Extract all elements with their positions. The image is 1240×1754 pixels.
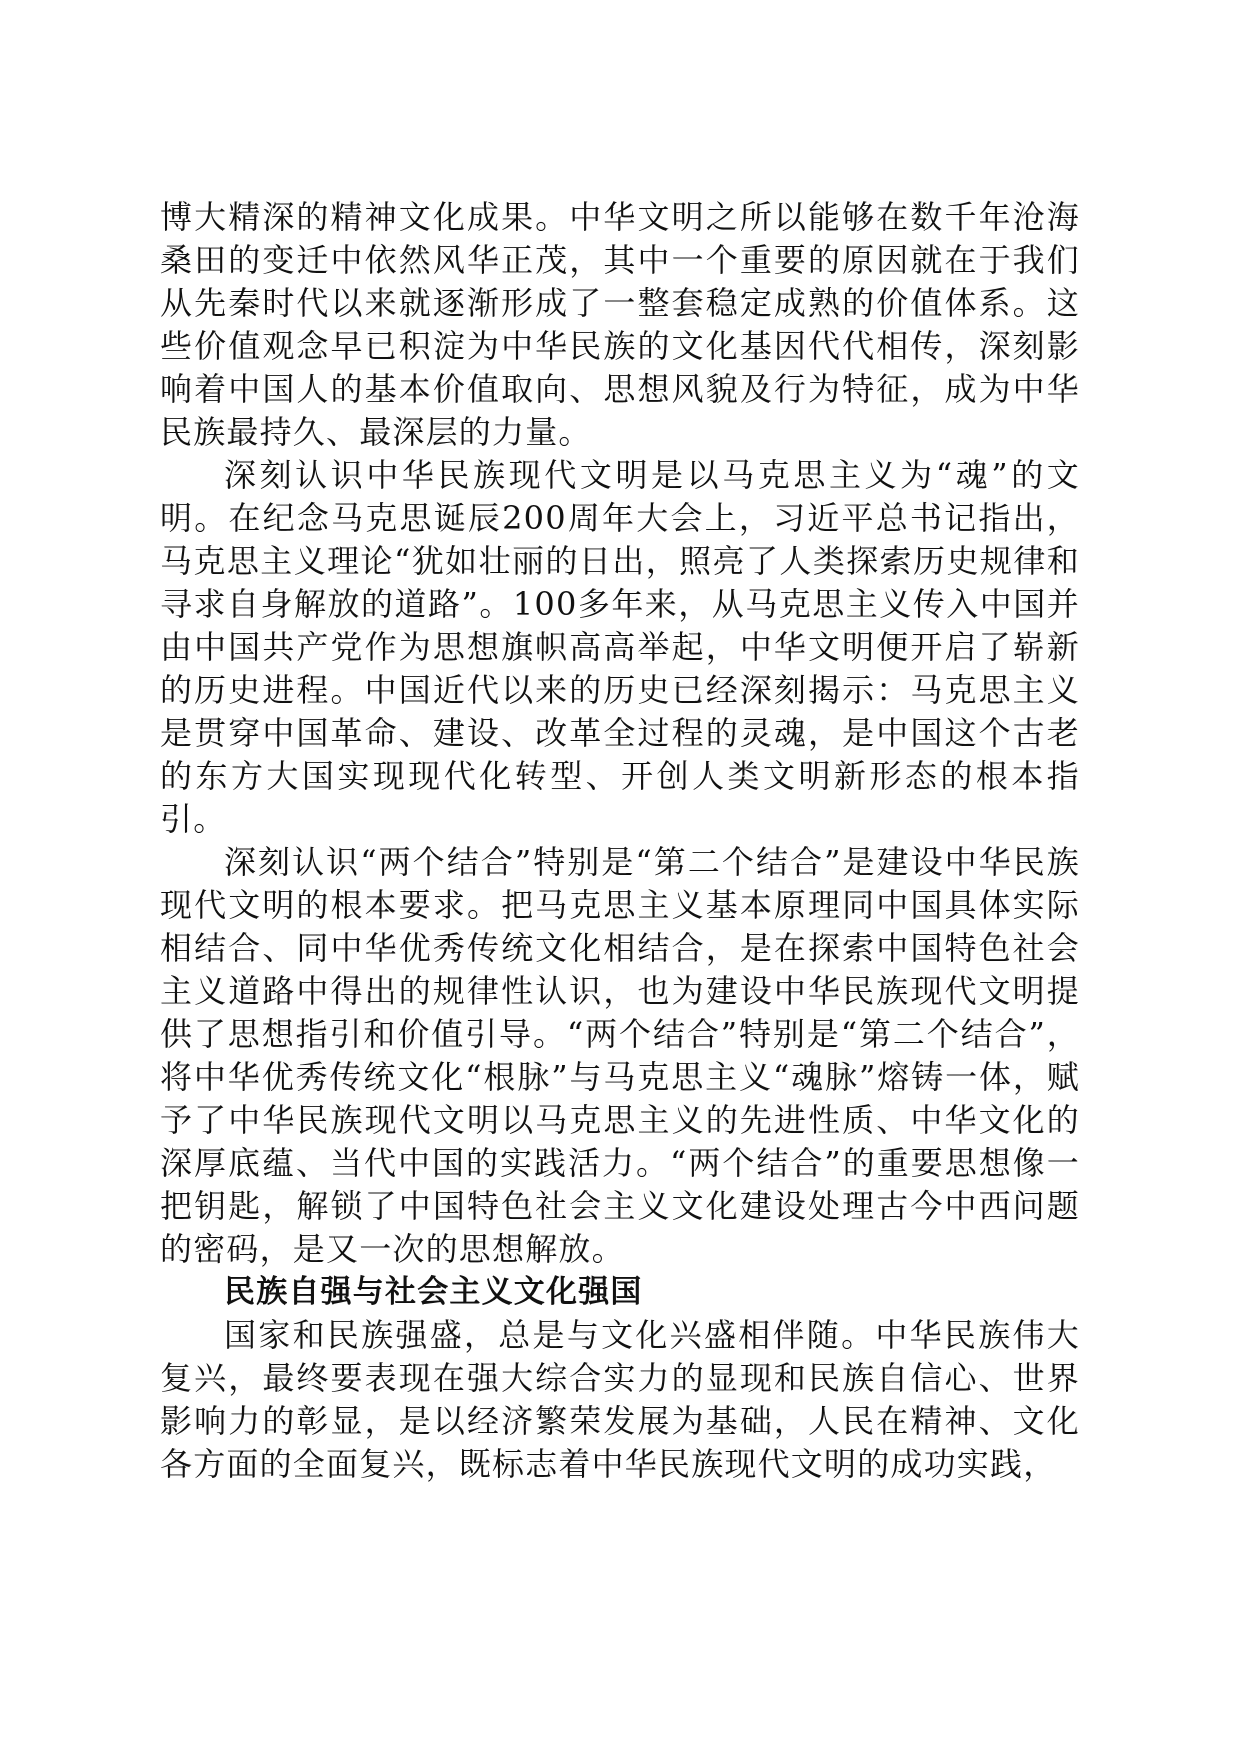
paragraph-2: 深刻认识中华民族现代文明是以马克思主义为“魂”的文明。在纪念马克思诞辰200周年大会上，习近平总书记指出，马克思主义理论“犹如壮丽的日出，照亮了人类探索历史规律和寻求自身解放的道路”。100多年来，从马克思主义传入中国并由中国共产党作为思想旗帜高高举起，中华文明便开启了崭新的历史进程。中国近代以来的历史已经深刻揭示：马克思主义是贯穿中国革命、建设、改革全过程的灵魂，是中国这个古老的东方大国实现现代化转型、开创人类文明新形态的根本指引。 — [160, 456, 1080, 838]
paragraph-1: 博大精深的精神文化成果。中华文明之所以能够在数千年沧海桑田的变迁中依然风华正茂，其中一个重要的原因就在于我们从先秦时代以来就逐渐形成了一整套稳定成熟的价值体系。这些价值观念早已积淀为中华民族的文化基因代代相传，深刻影响着中国人的基本价值取向、思想风貌及行为特征，成为中华民族最持久、最深层的力量。 — [160, 198, 1080, 451]
paragraph-4: 国家和民族强盛，总是与文化兴盛相伴随。中华民族伟大复兴，最终要表现在强大综合实力的显现和民族自信心、世界影响力的彰显，是以经济繁荣发展为基础，人民在精神、文化各方面的全面复兴，既标志着中华民族现代文明的成功实践， — [160, 1316, 1080, 1483]
section-heading: 民族自强与社会主义文化强国 — [224, 1274, 643, 1310]
paragraph-3: 深刻认识“两个结合”特别是“第二个结合”是建设中华民族现代文明的根本要求。把马克思主义基本原理同中国具体实际相结合、同中华优秀传统文化相结合，是在探索中国特色社会主义道路中得出的规律性认识，也为建设中华民族现代文明提供了思想指引和价值引导。“两个结合”特别是“第二个结合”，将中华优秀传统文化“根脉”与马克思主义“魂脉”熔铸一体，赋予了中华民族现代文明以马克思主义的先进性质、中华文化的深厚底蕴、当代中国的实践活力。“两个结合”的重要思想像一把钥匙，解锁了中国特色社会主义文化建设处理古今中西问题的密码，是又一次的思想解放。 — [160, 843, 1080, 1268]
document-page — [160, 196, 1080, 1486]
